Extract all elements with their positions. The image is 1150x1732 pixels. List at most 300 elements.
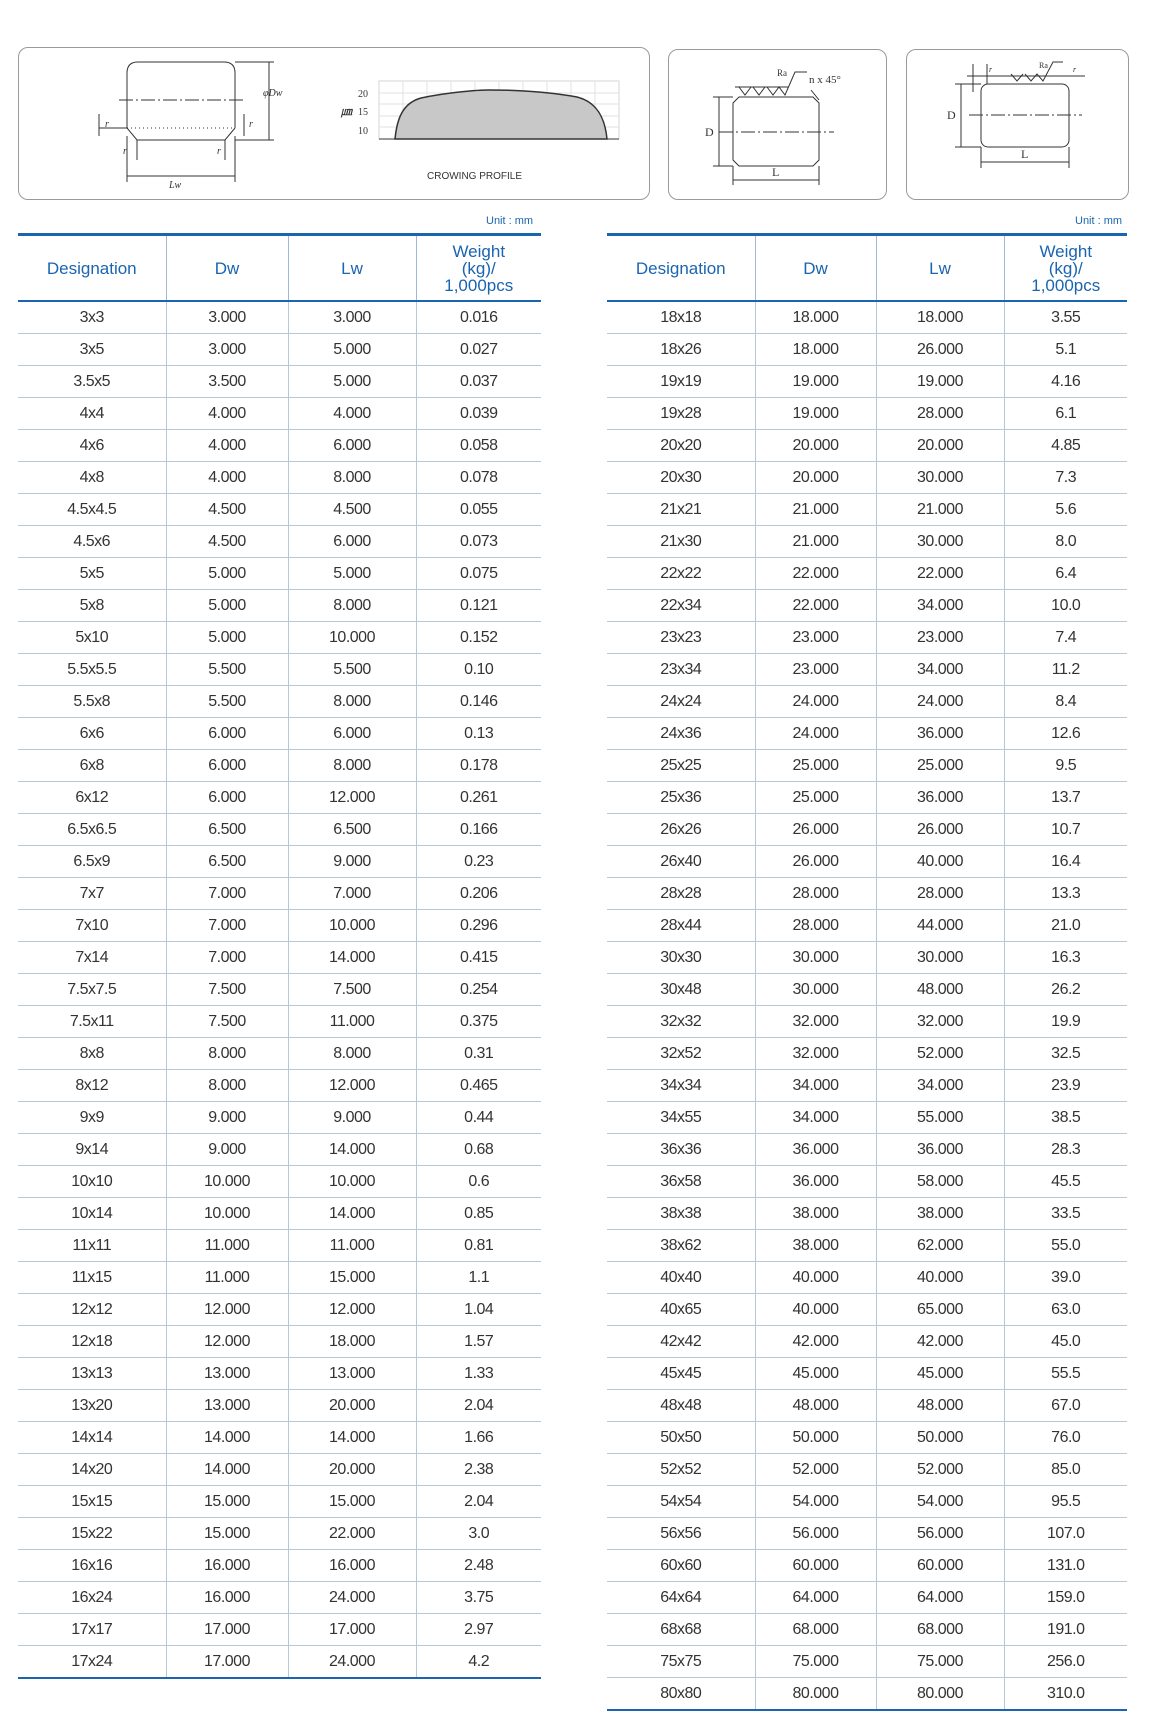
header-dw: Dw [755,235,876,302]
cell-dw: 5.500 [166,686,288,718]
table-row [607,1550,1127,1582]
table-row [18,1198,541,1230]
cell-lw: 20.000 [288,1390,416,1422]
cell-dw: 7.000 [166,878,288,910]
cell-lw: 24.000 [288,1582,416,1614]
table-row [18,654,541,686]
d-label-2: D [947,108,956,122]
r-label-4: r [1073,65,1077,74]
cell-dw: 7.000 [166,942,288,974]
cell-weight: 0.68 [416,1134,541,1166]
cell-weight: 13.3 [1004,878,1127,910]
table-row [607,430,1127,462]
table-row [607,1294,1127,1326]
cell-lw: 11.000 [288,1230,416,1262]
cell-lw: 45.000 [876,1358,1004,1390]
table-row [18,1582,541,1614]
cell-dw: 3.000 [166,301,288,334]
table-row [607,1102,1127,1134]
cell-lw: 25.000 [876,750,1004,782]
cell-designation: 7.5x7.5 [18,974,166,1006]
cell-designation: 19x19 [607,366,755,398]
cell-lw: 12.000 [288,782,416,814]
cell-lw: 3.000 [288,301,416,334]
cell-lw: 4.000 [288,398,416,430]
cell-lw: 16.000 [288,1550,416,1582]
cell-lw: 7.500 [288,974,416,1006]
cell-designation: 6x12 [18,782,166,814]
cell-dw: 4.500 [166,526,288,558]
cell-dw: 18.000 [755,334,876,366]
cell-lw: 13.000 [288,1358,416,1390]
table-row [18,686,541,718]
cell-dw: 4.500 [166,494,288,526]
cell-lw: 36.000 [876,718,1004,750]
cell-weight: 2.04 [416,1390,541,1422]
cell-lw: 34.000 [876,1070,1004,1102]
table-row [18,1038,541,1070]
table-body-left [18,301,541,1678]
cell-designation: 20x20 [607,430,755,462]
cell-designation: 26x26 [607,814,755,846]
cell-dw: 32.000 [755,1038,876,1070]
table-row [18,1134,541,1166]
table-row [18,494,541,526]
cell-lw: 8.000 [288,686,416,718]
cell-lw: 52.000 [876,1454,1004,1486]
r-label-bottom-right: r [217,146,221,157]
cell-dw: 6.500 [166,814,288,846]
cell-lw: 20.000 [288,1454,416,1486]
cell-lw: 8.000 [288,590,416,622]
cell-designation: 12x18 [18,1326,166,1358]
cell-weight: 2.48 [416,1550,541,1582]
cell-lw: 6.500 [288,814,416,846]
d-label-1: D [705,125,714,139]
cell-designation: 36x58 [607,1166,755,1198]
cell-designation: 15x22 [18,1518,166,1550]
cell-weight: 0.261 [416,782,541,814]
cell-weight: 5.1 [1004,334,1127,366]
cell-lw: 22.000 [288,1518,416,1550]
cell-designation: 21x30 [607,526,755,558]
table-row [607,1390,1127,1422]
table-row [607,526,1127,558]
lw-label: Lw [169,180,182,191]
cell-weight: 0.027 [416,334,541,366]
table-row [607,846,1127,878]
cell-weight: 39.0 [1004,1262,1127,1294]
cell-dw: 14.000 [166,1454,288,1486]
cell-designation: 10x10 [18,1166,166,1198]
r-label-3: r [989,65,993,74]
cell-dw: 45.000 [755,1358,876,1390]
table-row [18,846,541,878]
cell-weight: 0.6 [416,1166,541,1198]
r-label-bottom-left: r [123,146,127,157]
cell-designation: 36x36 [607,1134,755,1166]
cell-designation: 7x10 [18,910,166,942]
table-row [607,1486,1127,1518]
cell-designation: 56x56 [607,1518,755,1550]
cell-designation: 32x52 [607,1038,755,1070]
cell-designation: 5x8 [18,590,166,622]
cell-dw: 26.000 [755,814,876,846]
roller-diagram-panel [18,47,650,200]
cell-weight: 32.5 [1004,1038,1127,1070]
spec-table-right [607,233,1127,1711]
cell-weight: 1.04 [416,1294,541,1326]
table-row [18,782,541,814]
cell-dw: 19.000 [755,398,876,430]
r-label-left: r [105,119,109,130]
cell-weight: 4.85 [1004,430,1127,462]
cell-dw: 11.000 [166,1230,288,1262]
table-row [607,1230,1127,1262]
cell-designation: 22x34 [607,590,755,622]
table-row [607,718,1127,750]
cell-dw: 14.000 [166,1422,288,1454]
cell-weight: 12.6 [1004,718,1127,750]
cell-designation: 26x40 [607,846,755,878]
cell-dw: 3.000 [166,334,288,366]
cell-designation: 3x3 [18,301,166,334]
cell-lw: 62.000 [876,1230,1004,1262]
cell-lw: 6.000 [288,430,416,462]
table-row [607,1422,1127,1454]
cell-weight: 45.5 [1004,1166,1127,1198]
cell-dw: 20.000 [755,462,876,494]
cell-dw: 6.000 [166,718,288,750]
table-row [18,814,541,846]
cell-lw: 7.000 [288,878,416,910]
cell-dw: 9.000 [166,1102,288,1134]
cell-lw: 14.000 [288,1198,416,1230]
cell-weight: 16.3 [1004,942,1127,974]
table-row [18,462,541,494]
cell-dw: 64.000 [755,1582,876,1614]
table-row [607,1582,1127,1614]
cell-dw: 6.000 [166,750,288,782]
cell-weight: 8.4 [1004,686,1127,718]
cell-dw: 7.500 [166,1006,288,1038]
cell-dw: 11.000 [166,1262,288,1294]
cell-lw: 15.000 [288,1486,416,1518]
cell-weight: 26.2 [1004,974,1127,1006]
cell-designation: 5x5 [18,558,166,590]
cell-dw: 40.000 [755,1294,876,1326]
cell-lw: 10.000 [288,1166,416,1198]
table-row [18,1294,541,1326]
radius-roller-diagram [907,50,1128,199]
roller-geometry-diagram [19,48,649,199]
header-dw: Dw [166,235,288,302]
table-row [18,1454,541,1486]
unit-label-right: Unit : mm [1075,215,1123,227]
cell-dw: 23.000 [755,654,876,686]
cell-dw: 24.000 [755,718,876,750]
cell-weight: 0.375 [416,1006,541,1038]
table-row [18,1166,541,1198]
cell-dw: 75.000 [755,1646,876,1678]
cell-lw: 12.000 [288,1070,416,1102]
cell-dw: 42.000 [755,1326,876,1358]
table-row [607,398,1127,430]
cell-dw: 20.000 [755,430,876,462]
table-row [18,366,541,398]
cell-designation: 3.5x5 [18,366,166,398]
cell-dw: 18.000 [755,301,876,334]
cell-weight: 0.178 [416,750,541,782]
cell-lw: 75.000 [876,1646,1004,1678]
table-row [607,622,1127,654]
cell-dw: 17.000 [166,1646,288,1679]
cell-designation: 17x24 [18,1646,166,1679]
cell-designation: 4.5x4.5 [18,494,166,526]
cell-weight: 1.57 [416,1326,541,1358]
table-row [18,526,541,558]
cell-weight: 0.073 [416,526,541,558]
table-row [607,910,1127,942]
cell-weight: 310.0 [1004,1678,1127,1711]
cell-lw: 30.000 [876,942,1004,974]
cell-lw: 28.000 [876,878,1004,910]
cell-lw: 40.000 [876,1262,1004,1294]
cell-lw: 44.000 [876,910,1004,942]
table-row [18,974,541,1006]
cell-designation: 6.5x6.5 [18,814,166,846]
radius-diagram-panel [906,49,1129,200]
dw-label: φDw [263,88,283,99]
cell-weight: 0.078 [416,462,541,494]
cell-designation: 7x7 [18,878,166,910]
cell-dw: 12.000 [166,1326,288,1358]
cell-lw: 56.000 [876,1518,1004,1550]
table-row [18,878,541,910]
r-label-right: r [249,119,253,130]
table-row [607,1518,1127,1550]
cell-dw: 3.500 [166,366,288,398]
table-row [18,622,541,654]
cell-weight: 0.075 [416,558,541,590]
spec-table-left [18,233,541,1679]
cell-weight: 6.1 [1004,398,1127,430]
cell-designation: 23x23 [607,622,755,654]
cell-dw: 50.000 [755,1422,876,1454]
l-label-1: L [772,165,780,179]
cell-designation: 23x34 [607,654,755,686]
cell-designation: 6x6 [18,718,166,750]
cell-weight: 191.0 [1004,1614,1127,1646]
cell-weight: 3.0 [416,1518,541,1550]
cell-designation: 34x55 [607,1102,755,1134]
cell-dw: 4.000 [166,398,288,430]
cell-lw: 6.000 [288,718,416,750]
cell-designation: 60x60 [607,1550,755,1582]
table-row [607,686,1127,718]
cell-designation: 38x62 [607,1230,755,1262]
cell-designation: 13x13 [18,1358,166,1390]
cell-dw: 22.000 [755,590,876,622]
cell-dw: 80.000 [755,1678,876,1711]
cell-lw: 80.000 [876,1678,1004,1711]
cell-dw: 5.000 [166,558,288,590]
header-lw: Lw [288,235,416,302]
table-row [18,1486,541,1518]
table-row [607,1166,1127,1198]
cell-lw: 6.000 [288,526,416,558]
cell-dw: 40.000 [755,1262,876,1294]
table-row [18,910,541,942]
cell-lw: 8.000 [288,462,416,494]
cell-designation: 30x48 [607,974,755,1006]
cell-dw: 34.000 [755,1070,876,1102]
cell-lw: 21.000 [876,494,1004,526]
cell-lw: 19.000 [876,366,1004,398]
cell-designation: 21x21 [607,494,755,526]
cell-lw: 5.000 [288,558,416,590]
cell-weight: 16.4 [1004,846,1127,878]
cell-weight: 45.0 [1004,1326,1127,1358]
table-row [607,1198,1127,1230]
table-row [18,1070,541,1102]
cell-designation: 25x36 [607,782,755,814]
cell-weight: 63.0 [1004,1294,1127,1326]
table-row [607,942,1127,974]
header-designation: Designation [607,235,755,302]
cell-lw: 22.000 [876,558,1004,590]
cell-dw: 17.000 [166,1614,288,1646]
cell-dw: 7.000 [166,910,288,942]
cell-weight: 10.0 [1004,590,1127,622]
cell-designation: 28x44 [607,910,755,942]
table-row [607,1358,1127,1390]
cell-weight: 13.7 [1004,782,1127,814]
table-header-row [607,235,1127,302]
profile-caption: CROWING PROFILE [427,171,523,182]
cell-lw: 10.000 [288,622,416,654]
cell-weight: 55.0 [1004,1230,1127,1262]
cell-weight: 95.5 [1004,1486,1127,1518]
cell-lw: 20.000 [876,430,1004,462]
table-row [18,334,541,366]
cell-designation: 9x9 [18,1102,166,1134]
cell-lw: 55.000 [876,1102,1004,1134]
cell-designation: 6x8 [18,750,166,782]
cell-designation: 80x80 [607,1678,755,1711]
table-row [607,1326,1127,1358]
ra-label-1: Ra [777,68,787,78]
table-row [607,878,1127,910]
cell-designation: 4x8 [18,462,166,494]
cell-weight: 10.7 [1004,814,1127,846]
cell-weight: 2.04 [416,1486,541,1518]
cell-designation: 4.5x6 [18,526,166,558]
cell-designation: 14x14 [18,1422,166,1454]
cell-dw: 23.000 [755,622,876,654]
cell-lw: 23.000 [876,622,1004,654]
cell-designation: 5.5x8 [18,686,166,718]
table-row [607,782,1127,814]
cell-weight: 7.4 [1004,622,1127,654]
table-row [18,1326,541,1358]
cell-weight: 0.058 [416,430,541,462]
table-row [18,1614,541,1646]
table-row [607,1038,1127,1070]
cell-lw: 65.000 [876,1294,1004,1326]
cell-lw: 36.000 [876,782,1004,814]
table-row [18,1646,541,1679]
cell-weight: 107.0 [1004,1518,1127,1550]
table-row [18,750,541,782]
y-tick-15: 15 [358,107,368,118]
l-label-2: L [1021,147,1029,161]
table-body-right [607,301,1127,1710]
header-designation: Designation [18,235,166,302]
cell-weight: 19.9 [1004,1006,1127,1038]
y-unit-label: ㎛ [341,106,352,118]
cell-lw: 18.000 [288,1326,416,1358]
cell-weight: 3.75 [416,1582,541,1614]
cell-dw: 5.500 [166,654,288,686]
cell-dw: 13.000 [166,1358,288,1390]
cell-weight: 4.16 [1004,366,1127,398]
table-row [607,1262,1127,1294]
table-header-row [18,235,541,302]
cell-lw: 14.000 [288,942,416,974]
cell-dw: 7.500 [166,974,288,1006]
cell-weight: 0.13 [416,718,541,750]
cell-dw: 10.000 [166,1198,288,1230]
table-row [18,430,541,462]
cell-dw: 30.000 [755,974,876,1006]
cell-weight: 0.254 [416,974,541,1006]
y-tick-20: 20 [358,89,368,100]
cell-designation: 45x45 [607,1358,755,1390]
cell-designation: 13x20 [18,1390,166,1422]
cell-designation: 16x24 [18,1582,166,1614]
cell-designation: 11x15 [18,1262,166,1294]
cell-lw: 58.000 [876,1166,1004,1198]
cell-lw: 5.500 [288,654,416,686]
cell-designation: 8x8 [18,1038,166,1070]
cell-lw: 30.000 [876,526,1004,558]
cell-weight: 0.121 [416,590,541,622]
table-row [607,814,1127,846]
chamfer-diagram-panel [668,49,887,200]
cell-lw: 14.000 [288,1422,416,1454]
cell-lw: 50.000 [876,1422,1004,1454]
cell-dw: 60.000 [755,1550,876,1582]
cell-weight: 0.31 [416,1038,541,1070]
cell-weight: 0.039 [416,398,541,430]
cell-designation: 25x25 [607,750,755,782]
cell-weight: 6.4 [1004,558,1127,590]
table-row [607,750,1127,782]
cell-weight: 0.166 [416,814,541,846]
cell-lw: 8.000 [288,1038,416,1070]
cell-designation: 38x38 [607,1198,755,1230]
table-row [18,1358,541,1390]
cell-dw: 24.000 [755,686,876,718]
cell-dw: 56.000 [755,1518,876,1550]
cell-dw: 4.000 [166,430,288,462]
cell-designation: 24x24 [607,686,755,718]
cell-weight: 33.5 [1004,1198,1127,1230]
cell-dw: 19.000 [755,366,876,398]
cell-lw: 9.000 [288,1102,416,1134]
cell-lw: 34.000 [876,590,1004,622]
